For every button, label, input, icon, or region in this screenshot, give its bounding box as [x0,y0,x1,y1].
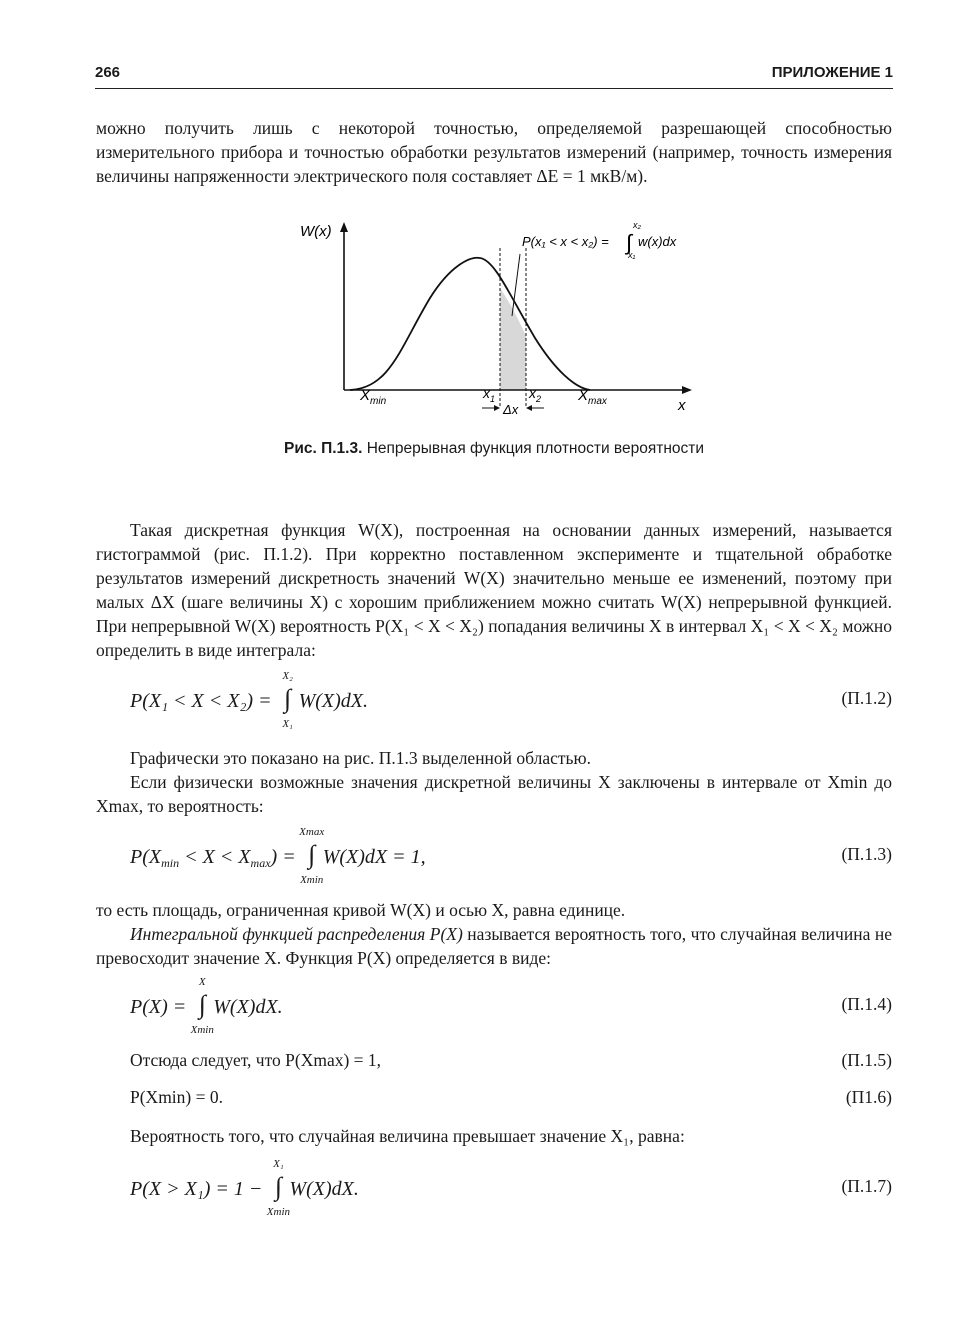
equation-number: (П.1.3) [841,844,892,864]
equation-1-3: $P(X_{min} < X < X_{max})$ = ∫ Xmax Xmin W(X)dX = 1, [130,826,426,886]
eq2-upper: X₂ [282,670,293,682]
intro-text: можно получить лишь с некоторой точностью, определяемой разрешающей способностью измерительного прибора и точностью обработки результатов измерений (например, точность измерения величины напряженности электрического поля составляет ΔE = 1 мкВ/м). [96,118,892,186]
section-title: ПРИЛОЖЕНИЕ 1 [771,64,893,81]
equation-1-5: Отсюда следует, что P(Xmax) = 1, [130,1050,382,1070]
paragraph-6-text: Вероятность того, что случайная величина превышает значение X₁, равна: [130,1126,685,1146]
xmax-label: $X_{max}$ [578,387,607,407]
integral-sign: ∫ X₁ Xmin [266,1158,291,1218]
formula-int-upper: x₂ [633,220,641,230]
equation-number: (П1.6) [845,1087,892,1107]
equation-1-7: P(X > X₁) = 1 − ∫ X₁ Xmin W(X)dX. [130,1158,359,1218]
density-curve [350,258,590,390]
equation-number: (П.1.5) [841,1050,892,1070]
x-axis-label: x [678,397,686,414]
equation-number: (П.1.4) [841,994,892,1014]
equation-number: (П.1.7) [841,1176,892,1196]
integral-sign: ∫ Xmax Xmin [299,826,325,886]
page-header [95,58,893,89]
paragraph-6 [96,1124,892,1148]
eq2-lhs: P(X₁ < X < X₂) = [130,690,277,712]
paragraph-1-text: Такая дискретная функция W(X), построенная на основании данных измерений, называется гистограммой (рис. П.1.2). При корректно поставленном эксперименте и тщательной обработке результатов измерений дискретность значений W(X) значительно меньше ее изменений, поэтому при малых ΔX (шаге величины X) с хорошим приближением можно считать W(X) непрерывной функцией. При непрерывной W(X) вероятность P(X₁ < X < X₂) попадания величины X в интервал X₁ < X < X₂ можно определить в виде интеграла: [96,520,892,660]
equation-1-6: P(Xmin) = 0. [130,1087,223,1107]
paragraph-2-text: Графически это показано на рис. П.1.3 выделенной областью. [130,748,591,768]
figure-caption [96,440,892,458]
y-axis-label: W(x) [300,223,332,240]
formula-integrand: w(x)dx [638,234,677,249]
integral-sign: ∫ X Xmin [190,976,214,1036]
formula-label: P(x₁ < x < x₂) = [522,234,609,249]
integral-sign: ∫ X₂ X₁ [282,670,293,730]
paragraph-3-text: Если физически возможные значения дискретной величины X заключены в интервале от Xmin до Xmax, то вероятность: [96,772,892,816]
paragraph-3 [96,770,892,818]
formula-int-lower: x₁ [628,250,636,260]
y-axis-arrow [340,222,348,232]
paragraph-4 [96,898,892,922]
equation-1-4: P(X) = ∫ X Xmin W(X)dX. [130,976,283,1036]
delta-x-label: Δx [503,402,519,417]
paragraph-2 [96,746,892,770]
equation-number: (П.1.2) [841,688,892,708]
caption-text: Непрерывная функция плотности вероятности [362,440,705,457]
x-axis-arrow [682,386,692,394]
eq2-rhs: W(X)dX. [298,690,369,712]
page-number: 266 [95,64,121,81]
formula-integral: ∫ [626,230,633,255]
eq2-lower: X₁ [282,718,293,730]
equation-1-2 [130,670,369,730]
probability-area [500,288,526,390]
paragraph-5: Интегральной функцией распределения P(X) называется вероятность того, что случайная величина не превосходит значение X. Функция P(X) определяется в виде: [96,924,892,968]
caption-label: Рис. П.1.3. [283,440,363,457]
x2-label: $x_2$ [529,385,542,404]
xmin-label: $X_{min}$ [360,387,387,407]
paragraph-4-text: то есть площадь, ограниченная кривой W(X) и осью X, равна единице. [96,900,626,920]
density-plot [290,218,700,418]
paragraph-1 [96,518,892,662]
intro-paragraph [96,116,892,188]
x1-label: $x_1$ [483,385,496,404]
term-definition: Интегральной функцией распределения P(X) [130,924,463,944]
formula-pointer [512,254,520,316]
probability-density-figure [290,218,700,423]
